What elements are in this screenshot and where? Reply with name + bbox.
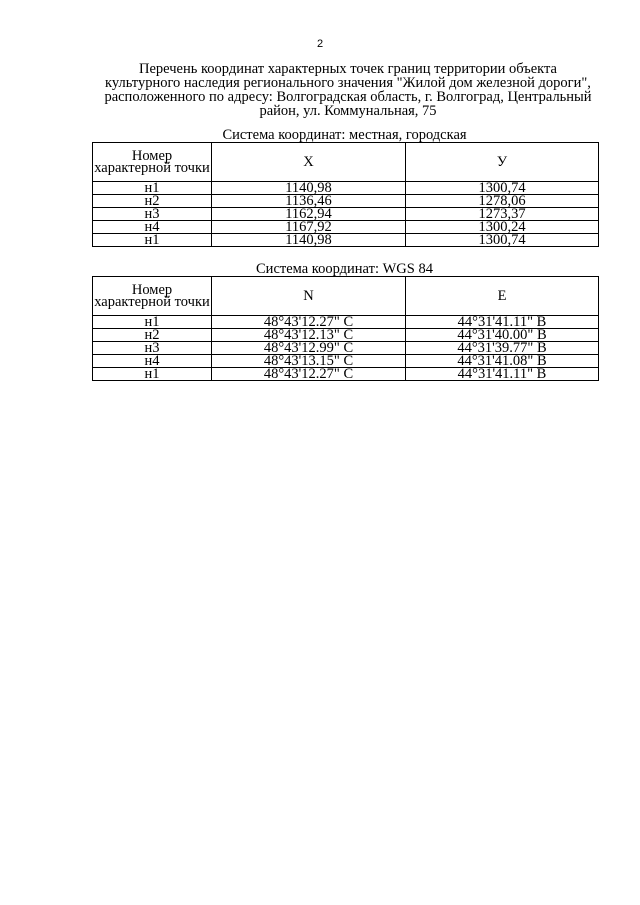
document-heading: [88, 62, 608, 118]
y-cell: 1300,74: [406, 182, 599, 195]
point-number-cell: н1: [93, 182, 212, 195]
point-number-cell: н1: [93, 234, 212, 247]
longitude-cell: 44°31'40.00" В: [406, 329, 599, 342]
latitude-cell: 48°43'12.27" С: [212, 368, 406, 381]
x-cell: 1167,92: [212, 221, 406, 234]
point-number-cell: н4: [93, 355, 212, 368]
point-number-cell: н1: [93, 368, 212, 381]
heading-line: культурного наследия регионального значения "Жилой дом железной дороги",: [105, 75, 591, 91]
point-number-cell: н4: [93, 221, 212, 234]
x-cell: 1162,94: [212, 208, 406, 221]
y-cell: 1278,06: [406, 195, 599, 208]
point-number-cell: н2: [93, 329, 212, 342]
column-header-x: X: [212, 143, 406, 182]
heading-line: район, ул. Коммунальная, 75: [259, 103, 437, 119]
latitude-cell: 48°43'12.99" С: [212, 342, 406, 355]
longitude-cell: 44°31'41.11" В: [406, 368, 599, 381]
point-number-cell: н1: [93, 316, 212, 329]
column-header-y: У: [406, 143, 599, 182]
latitude-cell: 48°43'13.15" С: [212, 355, 406, 368]
column-header-point-number: Номер характерной точки: [93, 143, 212, 182]
column-header-point-number: Номер характерной точки: [93, 277, 212, 316]
local-coordinates-table: [92, 142, 599, 247]
wgs84-coordinates-table: [92, 276, 599, 381]
point-number-cell: н3: [93, 208, 212, 221]
x-cell: 1136,46: [212, 195, 406, 208]
y-cell: 1273,37: [406, 208, 599, 221]
latitude-cell: 48°43'12.27" С: [212, 316, 406, 329]
x-cell: 1140,98: [212, 234, 406, 247]
y-cell: 1300,24: [406, 221, 599, 234]
longitude-cell: 44°31'41.08" В: [406, 355, 599, 368]
table-row: [93, 368, 599, 381]
column-header-n: N: [212, 277, 406, 316]
heading-line: расположенного по адресу: Волгоградская область, г. Волгоград, Центральный: [104, 89, 592, 105]
latitude-cell: 48°43'12.13" С: [212, 329, 406, 342]
y-cell: 1300,74: [406, 234, 599, 247]
heading-line: Перечень координат характерных точек границ территории объекта: [139, 61, 557, 77]
table-row: [93, 234, 599, 247]
point-number-cell: н3: [93, 342, 212, 355]
page-number: 2: [316, 38, 324, 50]
longitude-cell: 44°31'39.77" В: [406, 342, 599, 355]
longitude-cell: 44°31'41.11" В: [406, 316, 599, 329]
column-header-e: E: [406, 277, 599, 316]
table1-caption: Система координат: местная, городская: [222, 127, 467, 143]
table2-caption: Система координат: WGS 84: [256, 261, 433, 277]
x-cell: 1140,98: [212, 182, 406, 195]
point-number-cell: н2: [93, 195, 212, 208]
